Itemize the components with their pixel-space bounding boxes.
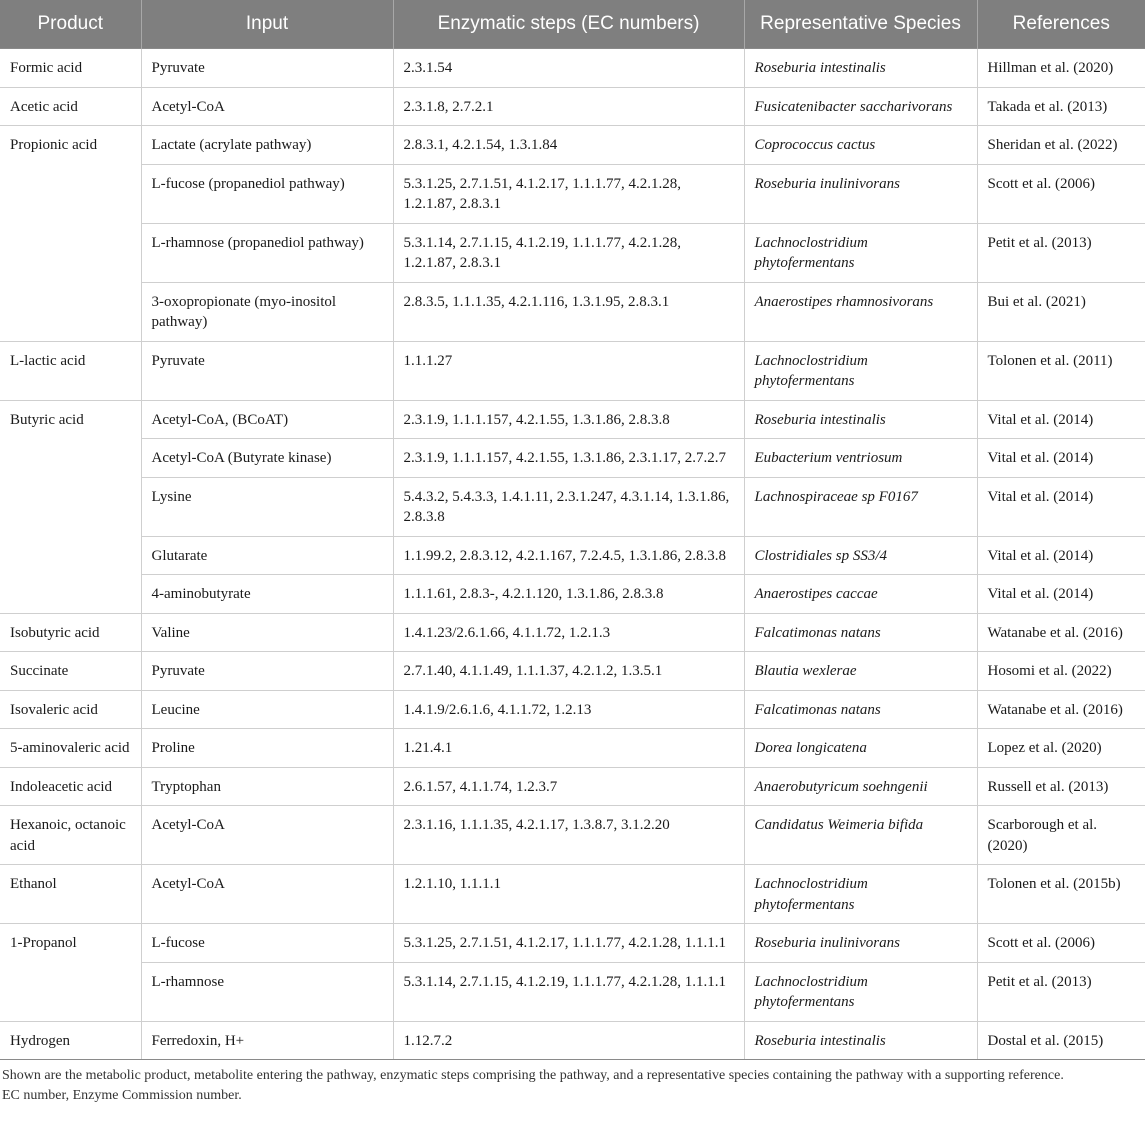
cell-input: 4-aminobutyrate [141, 575, 393, 614]
footnote-abbreviation: EC number, Enzyme Commission number. [2, 1087, 242, 1103]
cell-product: Succinate [0, 652, 141, 691]
cell-ec-numbers: 1.4.1.9/2.6.1.6, 4.1.1.72, 1.2.13 [393, 690, 744, 729]
cell-ec-numbers: 1.4.1.23/2.6.1.66, 4.1.1.72, 1.2.1.3 [393, 613, 744, 652]
table-row [0, 865, 1145, 924]
cell-ec-numbers: 1.2.1.10, 1.1.1.1 [393, 865, 744, 924]
cell-input: Valine [141, 613, 393, 652]
cell-reference: Vital et al. (2014) [977, 400, 1145, 439]
table-row [0, 613, 1145, 652]
cell-species: Roseburia intestinalis [744, 1021, 977, 1060]
table-row [0, 282, 1145, 341]
cell-input: Glutarate [141, 536, 393, 575]
cell-ec-numbers: 2.3.1.16, 1.1.1.35, 4.2.1.17, 1.3.8.7, 3.1.2.20 [393, 806, 744, 865]
cell-product: Isobutyric acid [0, 613, 141, 652]
cell-reference: Tolonen et al. (2011) [977, 341, 1145, 400]
cell-ec-numbers: 5.3.1.14, 2.7.1.15, 4.1.2.19, 1.1.1.77, 4.2.1.28, 1.2.1.87, 2.8.3.1 [393, 223, 744, 282]
cell-input: Lactate (acrylate pathway) [141, 126, 393, 165]
cell-product: Acetic acid [0, 87, 141, 126]
cell-ec-numbers: 1.1.1.61, 2.8.3-, 4.2.1.120, 1.3.1.86, 2.8.3.8 [393, 575, 744, 614]
header-references: References [977, 0, 1145, 49]
cell-ec-numbers: 5.3.1.14, 2.7.1.15, 4.1.2.19, 1.1.1.77, 4.2.1.28, 1.1.1.1 [393, 962, 744, 1021]
cell-input: Acetyl-CoA [141, 865, 393, 924]
cell-ec-numbers: 2.8.3.5, 1.1.1.35, 4.2.1.116, 1.3.1.95, 2.8.3.1 [393, 282, 744, 341]
table-row [0, 767, 1145, 806]
cell-reference: Petit et al. (2013) [977, 962, 1145, 1021]
footnote-description: Shown are the metabolic product, metabolite entering the pathway, enzymatic steps comprising the pathway, and a representative species containing the pathway with a supporting reference. [2, 1068, 1064, 1083]
cell-ec-numbers: 1.12.7.2 [393, 1021, 744, 1060]
cell-species: Roseburia intestinalis [744, 400, 977, 439]
cell-product: 1-Propanol [0, 924, 141, 1022]
cell-reference: Takada et al. (2013) [977, 87, 1145, 126]
cell-input: L-rhamnose [141, 962, 393, 1021]
header-representative-species: Representative Species [744, 0, 977, 49]
cell-species: Falcatimonas natans [744, 690, 977, 729]
cell-species: Dorea longicatena [744, 729, 977, 768]
cell-species: Fusicatenibacter saccharivorans [744, 87, 977, 126]
cell-species: Lachnospiraceae sp F0167 [744, 477, 977, 536]
cell-product: Hexanoic, octanoic acid [0, 806, 141, 865]
cell-reference: Hillman et al. (2020) [977, 49, 1145, 88]
cell-ec-numbers: 2.8.3.1, 4.2.1.54, 1.3.1.84 [393, 126, 744, 165]
cell-ec-numbers: 1.1.99.2, 2.8.3.12, 4.2.1.167, 7.2.4.5, 1.3.1.86, 2.8.3.8 [393, 536, 744, 575]
cell-product: Butyric acid [0, 400, 141, 613]
cell-reference: Sheridan et al. (2022) [977, 126, 1145, 165]
cell-species: Lachnoclostridium phytofermentans [744, 341, 977, 400]
cell-reference: Bui et al. (2021) [977, 282, 1145, 341]
cell-reference: Scarborough et al. (2020) [977, 806, 1145, 865]
cell-product: L-lactic acid [0, 341, 141, 400]
cell-reference: Petit et al. (2013) [977, 223, 1145, 282]
cell-species: Eubacterium ventriosum [744, 439, 977, 478]
cell-species: Anaerostipes caccae [744, 575, 977, 614]
cell-reference: Vital et al. (2014) [977, 477, 1145, 536]
cell-species: Anaerobutyricum soehngenii [744, 767, 977, 806]
cell-input: L-fucose (propanediol pathway) [141, 164, 393, 223]
cell-reference: Scott et al. (2006) [977, 164, 1145, 223]
cell-species: Roseburia inulinivorans [744, 164, 977, 223]
cell-input: Leucine [141, 690, 393, 729]
table-row [0, 341, 1145, 400]
cell-reference: Vital et al. (2014) [977, 536, 1145, 575]
cell-ec-numbers: 2.7.1.40, 4.1.1.49, 1.1.1.37, 4.2.1.2, 1.3.5.1 [393, 652, 744, 691]
cell-ec-numbers: 2.3.1.8, 2.7.2.1 [393, 87, 744, 126]
cell-ec-numbers: 1.21.4.1 [393, 729, 744, 768]
cell-product: Ethanol [0, 865, 141, 924]
cell-species: Roseburia intestinalis [744, 49, 977, 88]
cell-ec-numbers: 2.3.1.9, 1.1.1.157, 4.2.1.55, 1.3.1.86, 2.3.1.17, 2.7.2.7 [393, 439, 744, 478]
table-row [0, 652, 1145, 691]
cell-reference: Watanabe et al. (2016) [977, 613, 1145, 652]
table-row [0, 1021, 1145, 1060]
cell-reference: Lopez et al. (2020) [977, 729, 1145, 768]
cell-input: L-rhamnose (propanediol pathway) [141, 223, 393, 282]
cell-reference: Russell et al. (2013) [977, 767, 1145, 806]
table-row [0, 477, 1145, 536]
cell-species: Blautia wexlerae [744, 652, 977, 691]
table-row [0, 400, 1145, 439]
table-row [0, 690, 1145, 729]
cell-ec-numbers: 5.3.1.25, 2.7.1.51, 4.1.2.17, 1.1.1.77, 4.2.1.28, 1.1.1.1 [393, 924, 744, 963]
header-row [0, 0, 1145, 49]
table-row [0, 729, 1145, 768]
cell-input: Ferredoxin, H+ [141, 1021, 393, 1060]
cell-input: Acetyl-CoA [141, 87, 393, 126]
cell-input: Proline [141, 729, 393, 768]
table-row [0, 164, 1145, 223]
cell-product: Formic acid [0, 49, 141, 88]
header-product: Product [0, 0, 141, 49]
table-row [0, 439, 1145, 478]
cell-species: Roseburia inulinivorans [744, 924, 977, 963]
cell-input: Acetyl-CoA (Butyrate kinase) [141, 439, 393, 478]
cell-species: Clostridiales sp SS3/4 [744, 536, 977, 575]
cell-input: Pyruvate [141, 49, 393, 88]
cell-reference: Tolonen et al. (2015b) [977, 865, 1145, 924]
cell-input: Acetyl-CoA [141, 806, 393, 865]
cell-species: Candidatus Weimeria bifida [744, 806, 977, 865]
cell-input: L-fucose [141, 924, 393, 963]
cell-input: Lysine [141, 477, 393, 536]
cell-ec-numbers: 1.1.1.27 [393, 341, 744, 400]
table-row [0, 126, 1145, 165]
header-enzymatic-steps: Enzymatic steps (EC numbers) [393, 0, 744, 49]
cell-reference: Watanabe et al. (2016) [977, 690, 1145, 729]
cell-product: Isovaleric acid [0, 690, 141, 729]
cell-ec-numbers: 2.3.1.9, 1.1.1.157, 4.2.1.55, 1.3.1.86, 2.8.3.8 [393, 400, 744, 439]
cell-reference: Scott et al. (2006) [977, 924, 1145, 963]
cell-input: Pyruvate [141, 652, 393, 691]
cell-species: Lachnoclostridium phytofermentans [744, 865, 977, 924]
cell-input: Tryptophan [141, 767, 393, 806]
table-row [0, 924, 1145, 963]
table-row [0, 575, 1145, 614]
table-body [0, 49, 1145, 1060]
cell-species: Lachnoclostridium phytofermentans [744, 223, 977, 282]
cell-reference: Vital et al. (2014) [977, 439, 1145, 478]
header-input: Input [141, 0, 393, 49]
table-footnote [0, 1060, 1145, 1105]
table-row [0, 87, 1145, 126]
cell-ec-numbers: 5.3.1.25, 2.7.1.51, 4.1.2.17, 1.1.1.77, 4.2.1.28, 1.2.1.87, 2.8.3.1 [393, 164, 744, 223]
cell-ec-numbers: 2.3.1.54 [393, 49, 744, 88]
cell-reference: Dostal et al. (2015) [977, 1021, 1145, 1060]
cell-product: Indoleacetic acid [0, 767, 141, 806]
cell-input: Pyruvate [141, 341, 393, 400]
table-row [0, 49, 1145, 88]
cell-species: Falcatimonas natans [744, 613, 977, 652]
cell-species: Anaerostipes rhamnosivorans [744, 282, 977, 341]
table-row [0, 223, 1145, 282]
cell-ec-numbers: 2.6.1.57, 4.1.1.74, 1.2.3.7 [393, 767, 744, 806]
table-row [0, 806, 1145, 865]
cell-product: 5-aminovaleric acid [0, 729, 141, 768]
table-row [0, 536, 1145, 575]
table-row [0, 962, 1145, 1021]
cell-ec-numbers: 5.4.3.2, 5.4.3.3, 1.4.1.11, 2.3.1.247, 4.3.1.14, 1.3.1.86, 2.8.3.8 [393, 477, 744, 536]
cell-product: Hydrogen [0, 1021, 141, 1060]
cell-reference: Vital et al. (2014) [977, 575, 1145, 614]
cell-species: Lachnoclostridium phytofermentans [744, 962, 977, 1021]
cell-input: Acetyl-CoA, (BCoAT) [141, 400, 393, 439]
cell-species: Coprococcus cactus [744, 126, 977, 165]
cell-product: Propionic acid [0, 126, 141, 342]
cell-reference: Hosomi et al. (2022) [977, 652, 1145, 691]
cell-input: 3-oxopropionate (myo-inositol pathway) [141, 282, 393, 341]
